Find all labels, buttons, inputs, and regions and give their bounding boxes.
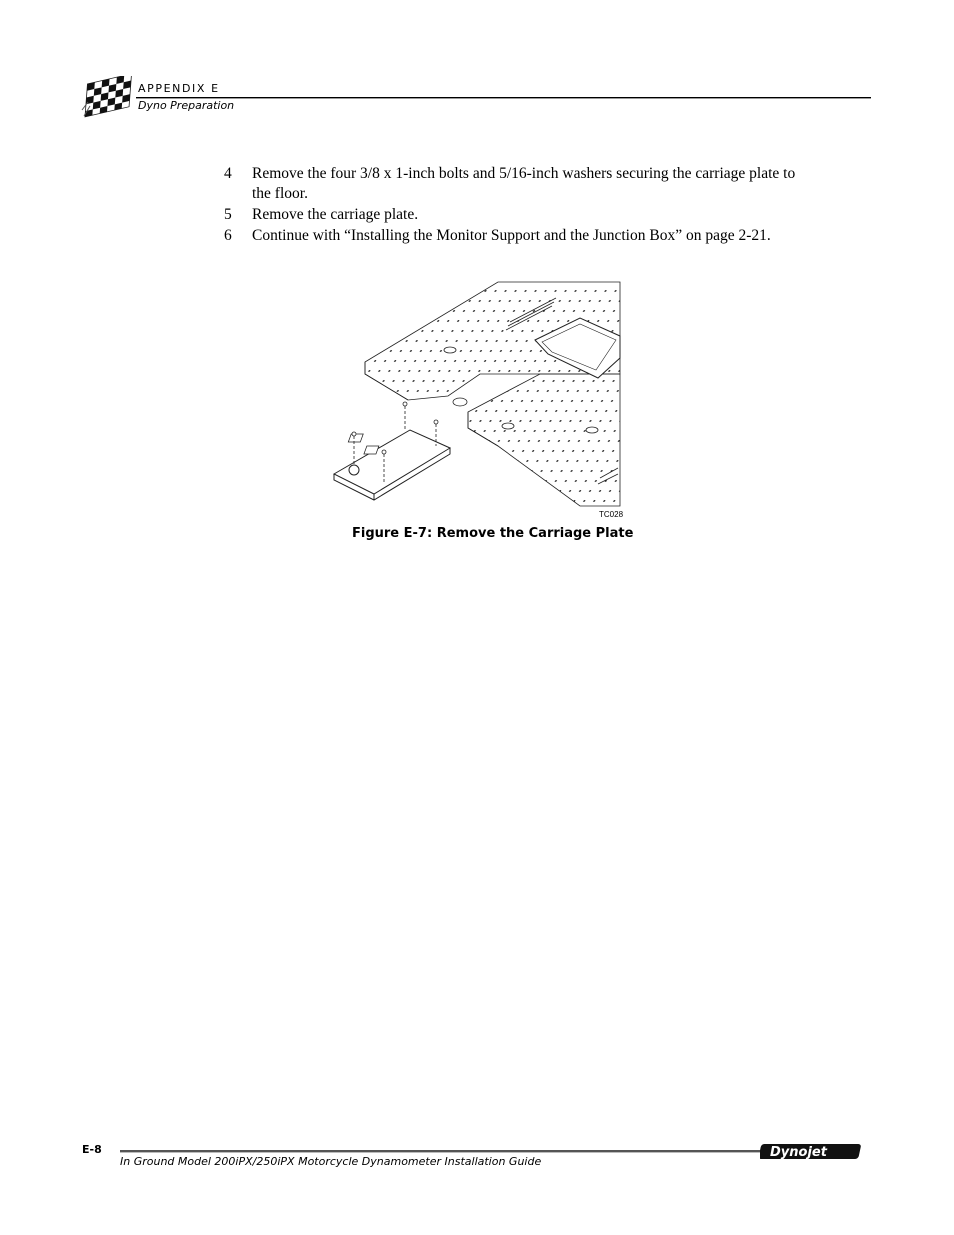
- footer-divider-shadow: [120, 1152, 760, 1153]
- checkered-flag-icon: [80, 76, 136, 120]
- dynojet-logo: [760, 1141, 864, 1161]
- header-divider-shadow: [136, 98, 871, 99]
- step-item: [224, 164, 814, 204]
- appendix-title: APPENDIX E: [138, 82, 220, 95]
- step-item: [224, 226, 814, 246]
- svg-text:Dynojet: Dynojet: [770, 1145, 827, 1160]
- figure-caption: Figure E-7: Remove the Carriage Plate: [352, 526, 634, 541]
- document-title: In Ground Model 200iPX/250iPX Motorcycle Dynamometer Installation Guide: [120, 1155, 542, 1168]
- step-text: Remove the four 3/8 x 1-inch bolts and 5/16-inch washers securing the carriage plate to the floor.: [252, 165, 796, 202]
- step-number: 6: [224, 227, 232, 244]
- procedure-steps: [224, 164, 814, 247]
- step-item: [224, 205, 814, 225]
- section-subtitle: Dyno Preparation: [138, 99, 235, 112]
- step-number: 4: [224, 165, 232, 182]
- carriage-plate-illustration: [330, 278, 630, 518]
- step-number: 5: [224, 206, 232, 223]
- step-text: Remove the carriage plate.: [252, 206, 419, 223]
- floor-plate-lower: [468, 374, 620, 506]
- figure-code: TC028: [599, 510, 624, 518]
- step-text: Continue with “Installing the Monitor Support and the Junction Box” on page 2-21.: [252, 227, 771, 244]
- page-number: E-8: [82, 1143, 102, 1156]
